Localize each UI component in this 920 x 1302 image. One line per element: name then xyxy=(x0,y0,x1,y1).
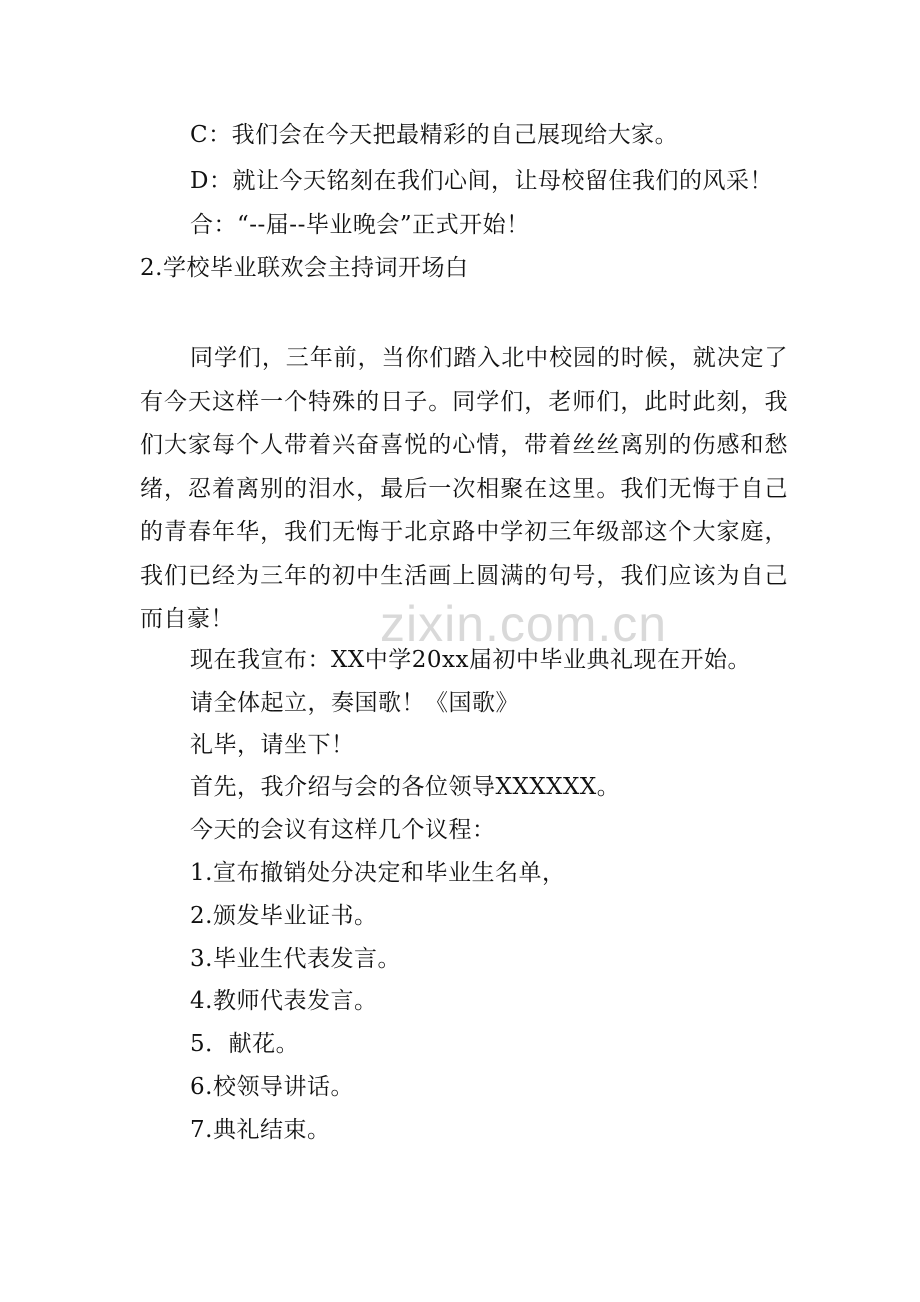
opening-paragraph: 同学们，三年前，当你们踏入北中校园的时候，就决定了有今天这样一个特殊的日子。同学们，老师们，此时此刻，我们大家每个人带着兴奋喜悦的心情，带着丝丝离别的伤感和愁绪，忍着离别的泪水，最后一次相聚在这里。我们无悔于自己的青春年华，我们无悔于北京路中学初三年级部这个大家庭，我们已经为三年的初中生活画上圆满的句号，我们应该为自己而自豪！ xyxy=(140,345,788,632)
announcement-leaders: 首先，我介绍与会的各位领导XXXXXX。 xyxy=(190,774,621,800)
watermark: zixin.com.cn xyxy=(380,596,668,652)
announcement-agenda-intro: 今天的会议有这样几个议程： xyxy=(190,817,496,843)
agenda-item-1: 1.宣布撤销处分决定和毕业生名单， xyxy=(190,860,566,886)
dialogue-line-together: 合：“--届--毕业晚会”正式开始！ xyxy=(190,212,530,238)
announcement-anthem: 请全体起立，奏国歌！《国歌》 xyxy=(190,690,519,716)
dialogue-line-d: D：就让今天铭刻在我们心间，让母校留住我们的风采！ xyxy=(190,168,773,194)
agenda-item-5: 5．献花。 xyxy=(190,1031,300,1057)
agenda-item-4: 4.教师代表发言。 xyxy=(190,988,378,1014)
announcement-sit: 礼毕，请坐下！ xyxy=(190,732,355,758)
announcement-start: 现在我宣布：XX中学20xx届初中毕业典礼现在开始。 xyxy=(190,647,751,673)
agenda-item-3: 3.毕业生代表发言。 xyxy=(190,946,401,972)
dialogue-line-c: C：我们会在今天把最精彩的自己展现给大家。 xyxy=(190,122,679,148)
agenda-item-6: 6.校领导讲话。 xyxy=(190,1074,354,1100)
agenda-item-7: 7.典礼结束。 xyxy=(190,1117,331,1143)
section-heading: 2.学校毕业联欢会主持词开场白 xyxy=(140,255,469,281)
agenda-item-2: 2.颁发毕业证书。 xyxy=(190,903,378,929)
